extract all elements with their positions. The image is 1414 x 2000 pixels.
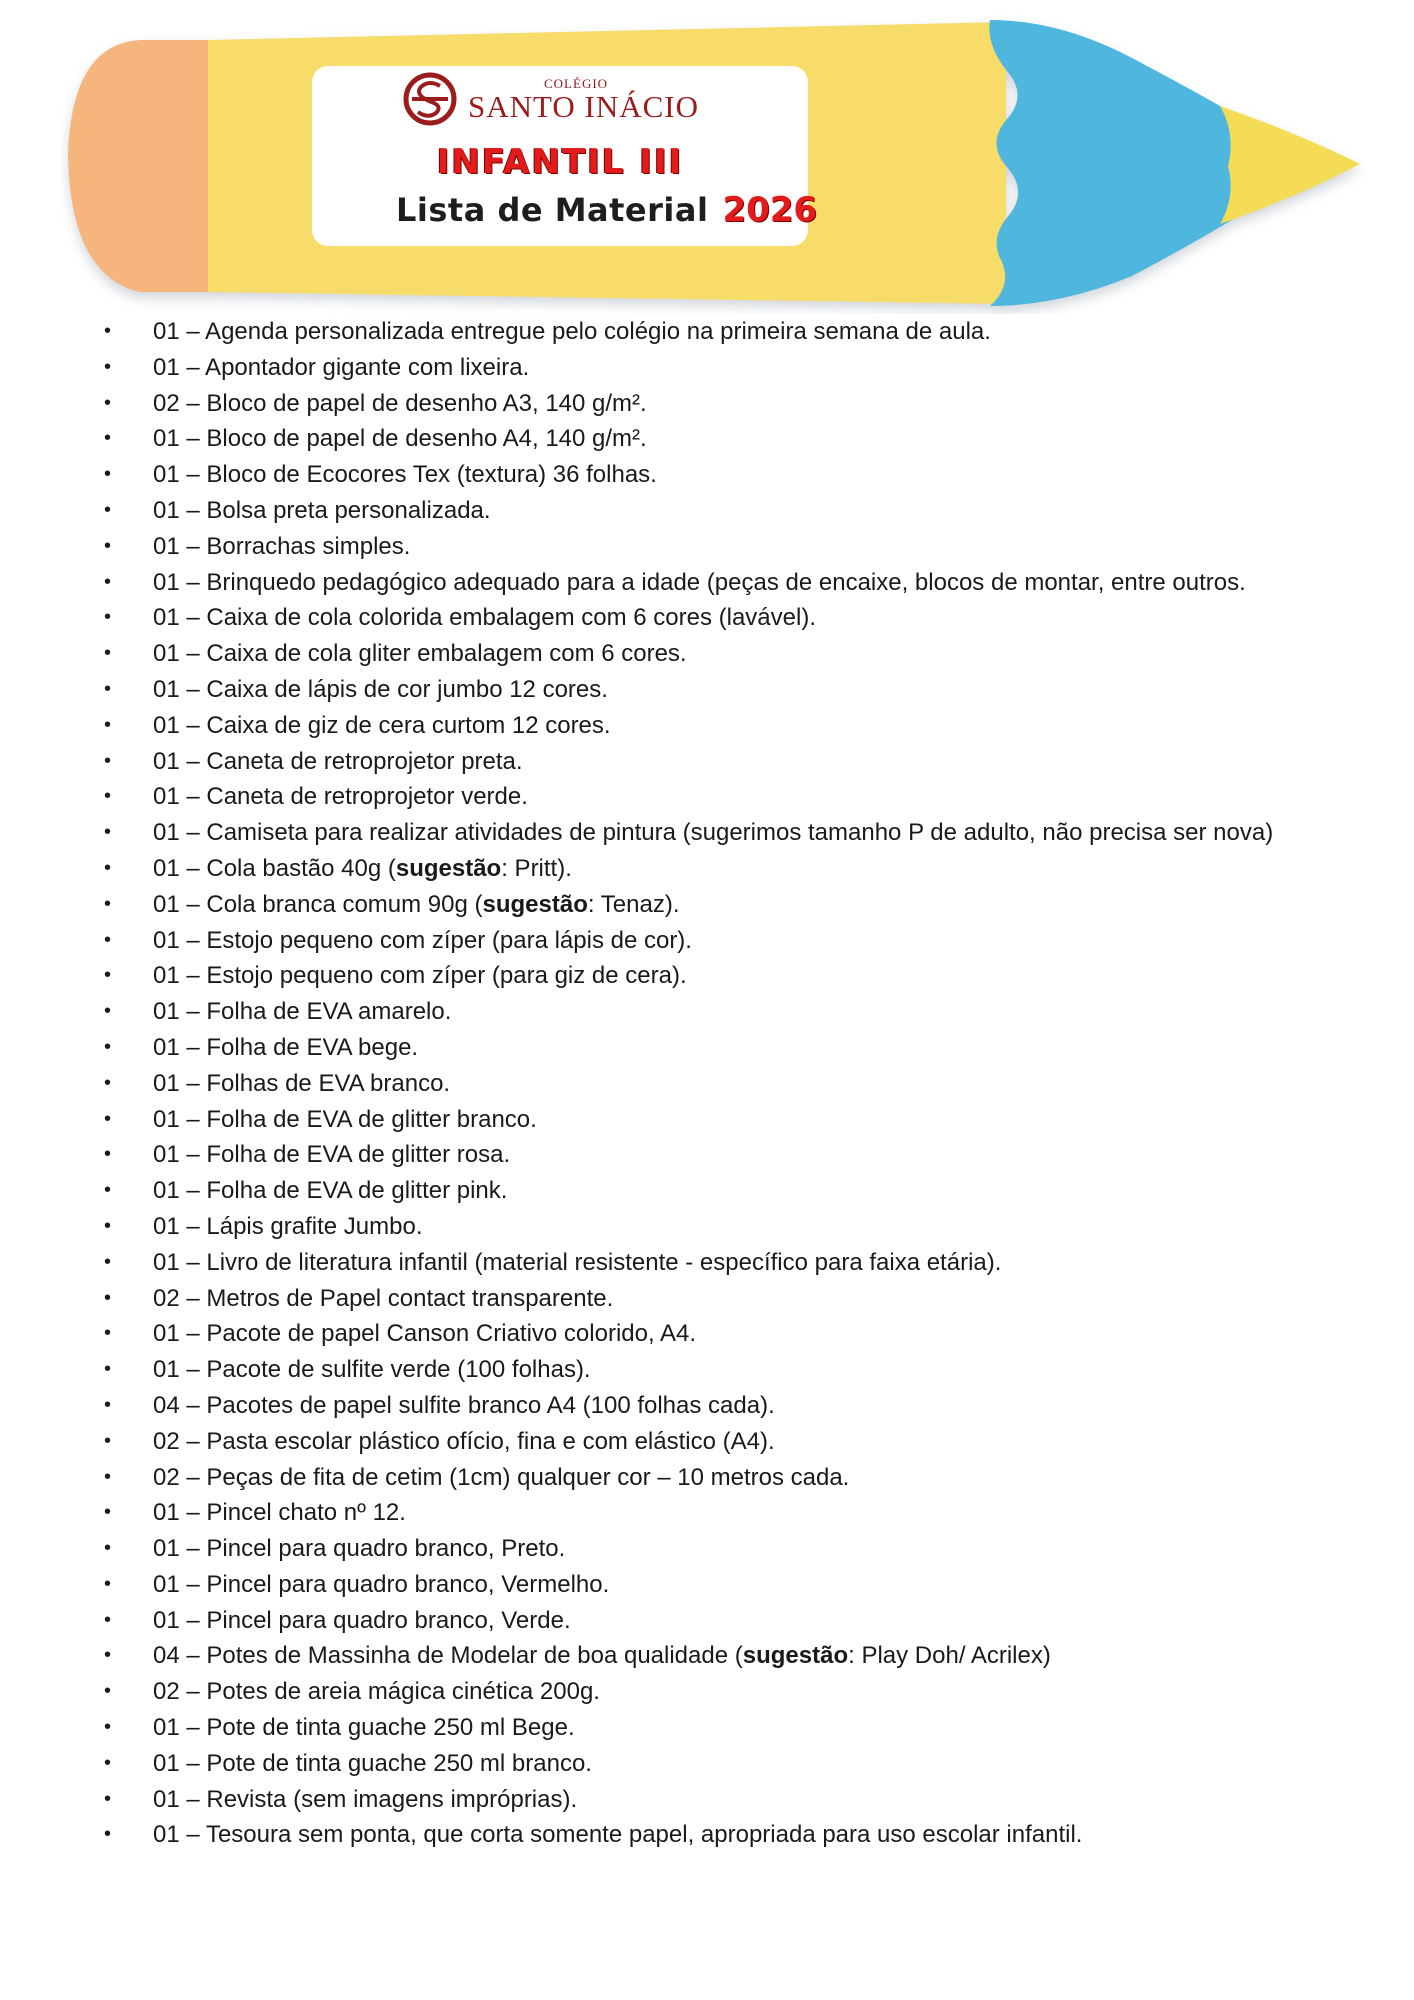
bullet-icon: • xyxy=(104,1000,112,1023)
list-item-text: 01 – Pote de tinta guache 250 ml Bege. xyxy=(153,1714,575,1742)
bullet-icon: • xyxy=(104,856,112,879)
list-item xyxy=(104,708,1273,744)
list-item xyxy=(104,636,1273,672)
list-item xyxy=(104,1316,1273,1352)
list-item-text: 01 – Folha de EVA de glitter rosa. xyxy=(153,1141,511,1169)
bullet-icon: • xyxy=(104,1644,112,1667)
school-name: SANTO INÁCIO xyxy=(468,89,700,124)
bullet-icon: • xyxy=(104,463,112,486)
list-item-text: 02 – Metros de Papel contact transparente. xyxy=(153,1284,614,1312)
bullet-icon: • xyxy=(104,821,112,844)
list-item-text: 01 – Camiseta para realizar atividades de pintura (sugerimos tamanho P de adulto, não precisa ser nova) xyxy=(153,819,1274,847)
suggestion-label: sugestão xyxy=(482,890,588,918)
bullet-icon: • xyxy=(104,785,112,808)
school-logo-icon xyxy=(402,72,458,126)
list-item xyxy=(104,994,1273,1030)
list-item-text: 01 – Bloco de papel de desenho A4, 140 g/m². xyxy=(153,425,647,453)
list-item xyxy=(104,923,1273,959)
list-item-text: 01 – Pincel chato nº 12. xyxy=(153,1499,406,1527)
bullet-icon: • xyxy=(104,1537,112,1560)
bullet-icon: • xyxy=(104,534,112,557)
bullet-icon: • xyxy=(104,1214,112,1237)
list-item-text: 02 – Pasta escolar plástico ofício, fina e com elástico (A4). xyxy=(153,1427,775,1455)
list-item-text: : Tenaz). xyxy=(587,890,680,918)
bullet-icon: • xyxy=(104,713,112,736)
bullet-icon: • xyxy=(104,1107,112,1130)
pencil-banner xyxy=(60,14,1370,314)
bullet-icon: • xyxy=(104,892,112,915)
list-item-text: 01 – Folhas de EVA branco. xyxy=(153,1069,451,1097)
list-item-text: : Pritt). xyxy=(501,854,572,882)
bullet-icon: • xyxy=(104,1071,112,1094)
bullet-icon: • xyxy=(104,1680,112,1703)
bullet-icon: • xyxy=(104,642,112,665)
list-item-text: 01 – Livro de literatura infantil (material resistente - específico para faixa etária). xyxy=(153,1248,1002,1276)
list-item xyxy=(104,1817,1273,1853)
list-item xyxy=(104,1030,1273,1066)
list-item-text: 01 – Tesoura sem ponta, que corta somente papel, apropriada para uso escolar infantil. xyxy=(153,1821,1083,1849)
list-item-text: 01 – Caixa de cola gliter embalagem com 6 cores. xyxy=(153,640,687,668)
list-item-text: 01 – Pincel para quadro branco, Preto. xyxy=(153,1535,566,1563)
title-card xyxy=(312,66,818,246)
list-item xyxy=(104,1424,1273,1460)
list-item xyxy=(104,887,1273,923)
list-item-text: 01 – Pote de tinta guache 250 ml branco. xyxy=(153,1749,592,1777)
list-item xyxy=(104,779,1273,815)
list-item xyxy=(104,1281,1273,1317)
list-item-text: 01 – Bloco de Ecocores Tex (textura) 36 folhas. xyxy=(153,461,657,489)
bullet-icon: • xyxy=(104,677,112,700)
list-item xyxy=(104,815,1273,851)
list-item-text: 01 – Pincel para quadro branco, Vermelho. xyxy=(153,1570,610,1598)
bullet-icon: • xyxy=(104,498,112,521)
list-item-text: 01 – Estojo pequeno com zíper (para giz de cera). xyxy=(153,962,687,990)
list-item-text: 01 – Folha de EVA de glitter branco. xyxy=(153,1105,537,1133)
bullet-icon: • xyxy=(104,606,112,629)
bullet-icon: • xyxy=(104,1250,112,1273)
bullet-icon: • xyxy=(104,1393,112,1416)
list-item xyxy=(104,1173,1273,1209)
list-item-text: 01 – Cola branca comum 90g ( xyxy=(153,890,483,918)
list-item xyxy=(104,529,1273,565)
bullet-icon: • xyxy=(104,1143,112,1166)
bullet-icon: • xyxy=(104,355,112,378)
list-item-text: 04 – Potes de Massinha de Modelar de boa qualidade ( xyxy=(153,1642,743,1670)
bullet-icon: • xyxy=(104,1823,112,1846)
bullet-icon: • xyxy=(104,1787,112,1810)
bullet-icon: • xyxy=(104,1465,112,1488)
list-item xyxy=(104,1674,1273,1710)
grade-title: INFANTIL III xyxy=(436,142,684,182)
list-item xyxy=(104,457,1273,493)
list-item xyxy=(104,1137,1273,1173)
list-item-text: 01 – Apontador gigante com lixeira. xyxy=(153,353,530,381)
bullet-icon: • xyxy=(104,1501,112,1524)
list-item-text: 01 – Revista (sem imagens impróprias). xyxy=(153,1785,578,1813)
list-item-text: 01 – Borrachas simples. xyxy=(153,532,411,560)
bullet-icon: • xyxy=(104,320,112,342)
list-item-text: 01 – Caneta de retroprojetor preta. xyxy=(153,747,523,775)
bullet-icon: • xyxy=(104,928,112,951)
list-item-text: : Play Doh/ Acrilex) xyxy=(848,1642,1051,1670)
bullet-icon: • xyxy=(104,1572,112,1595)
list-item xyxy=(104,565,1273,601)
list-item-text: 01 – Pincel para quadro branco, Verde. xyxy=(153,1606,571,1634)
list-item xyxy=(104,314,1273,350)
list-year: 2026 xyxy=(722,190,818,230)
list-item xyxy=(104,1531,1273,1567)
list-item-text: 01 – Caixa de giz de cera curtom 12 cores. xyxy=(153,711,611,739)
pencil-eraser xyxy=(68,40,210,292)
list-item-text: 01 – Folha de EVA de glitter pink. xyxy=(153,1177,508,1205)
list-item-text: 01 – Brinquedo pedagógico adequado para a idade (peças de encaixe, blocos de montar, entre outros. xyxy=(153,568,1246,596)
list-item xyxy=(104,672,1273,708)
bullet-icon: • xyxy=(104,1429,112,1452)
list-title: Lista de Material xyxy=(396,191,709,229)
list-item-text: 01 – Bolsa preta personalizada. xyxy=(153,496,491,524)
bullet-icon: • xyxy=(104,1322,112,1345)
list-item-text: 01 – Caixa de lápis de cor jumbo 12 cores. xyxy=(153,675,608,703)
bullet-icon: • xyxy=(104,1179,112,1202)
list-title-row xyxy=(396,190,817,230)
list-item xyxy=(104,1388,1273,1424)
list-item xyxy=(104,1746,1273,1782)
list-item-text: 02 – Peças de fita de cetim (1cm) qualquer cor – 10 metros cada. xyxy=(153,1463,850,1491)
list-item-text: 01 – Agenda personalizada entregue pelo colégio na primeira semana de aula. xyxy=(153,318,991,345)
bullet-icon: • xyxy=(104,1716,112,1739)
suggestion-label: sugestão xyxy=(395,854,502,882)
list-item xyxy=(104,1245,1273,1281)
pencil-tip xyxy=(1220,106,1360,224)
list-item xyxy=(104,1638,1273,1674)
bullet-icon: • xyxy=(104,427,112,450)
list-item xyxy=(104,350,1273,386)
bullet-icon: • xyxy=(104,570,112,593)
bullet-icon: • xyxy=(104,391,112,414)
list-item xyxy=(104,958,1273,994)
list-item-text: 01 – Pacote de sulfite verde (100 folhas). xyxy=(153,1356,591,1384)
bullet-icon: • xyxy=(104,964,112,987)
bullet-icon: • xyxy=(104,749,112,772)
list-item xyxy=(104,1495,1273,1531)
pencil-cone xyxy=(989,20,1248,306)
list-item xyxy=(104,600,1273,636)
list-item-text: 01 – Caixa de cola colorida embalagem com 6 cores (lavável). xyxy=(153,604,816,632)
list-item xyxy=(104,1603,1273,1639)
list-item-text: 01 – Lápis grafite Jumbo. xyxy=(153,1212,423,1240)
list-item xyxy=(104,1782,1273,1818)
list-item-text: 02 – Bloco de papel de desenho A3, 140 g/m². xyxy=(153,389,647,417)
bullet-icon: • xyxy=(104,1035,112,1058)
list-item xyxy=(104,1567,1273,1603)
list-item-text: 01 – Pacote de papel Canson Criativo colorido, A4. xyxy=(153,1320,697,1348)
school-logo xyxy=(402,72,722,130)
list-item-text: 01 – Folha de EVA bege. xyxy=(153,1033,419,1061)
list-item xyxy=(104,1209,1273,1245)
list-item xyxy=(104,1102,1273,1138)
list-item xyxy=(104,1352,1273,1388)
school-prefix: COLÉGIO xyxy=(544,76,609,91)
list-item xyxy=(104,851,1273,887)
list-item-text: 02 – Potes de areia mágica cinética 200g. xyxy=(153,1678,600,1706)
bullet-icon: • xyxy=(104,1751,112,1774)
list-item xyxy=(104,421,1273,457)
list-item-text: 01 – Cola bastão 40g ( xyxy=(153,854,396,882)
list-item xyxy=(104,493,1273,529)
suggestion-label: sugestão xyxy=(742,1642,849,1670)
bullet-icon: • xyxy=(104,1286,112,1309)
list-item xyxy=(104,744,1273,780)
list-item xyxy=(104,1710,1273,1746)
list-item-text: 01 – Estojo pequeno com zíper (para lápis de cor). xyxy=(153,926,692,954)
list-item-text: 01 – Caneta de retroprojetor verde. xyxy=(153,783,528,811)
material-list xyxy=(104,314,1273,1853)
bullet-icon: • xyxy=(104,1358,112,1381)
list-item xyxy=(104,1066,1273,1102)
bullet-icon: • xyxy=(104,1608,112,1631)
list-item xyxy=(104,1460,1273,1496)
list-item-text: 01 – Folha de EVA amarelo. xyxy=(153,998,452,1026)
list-item xyxy=(104,386,1273,422)
list-item-text: 04 – Pacotes de papel sulfite branco A4 (100 folhas cada). xyxy=(153,1391,775,1419)
